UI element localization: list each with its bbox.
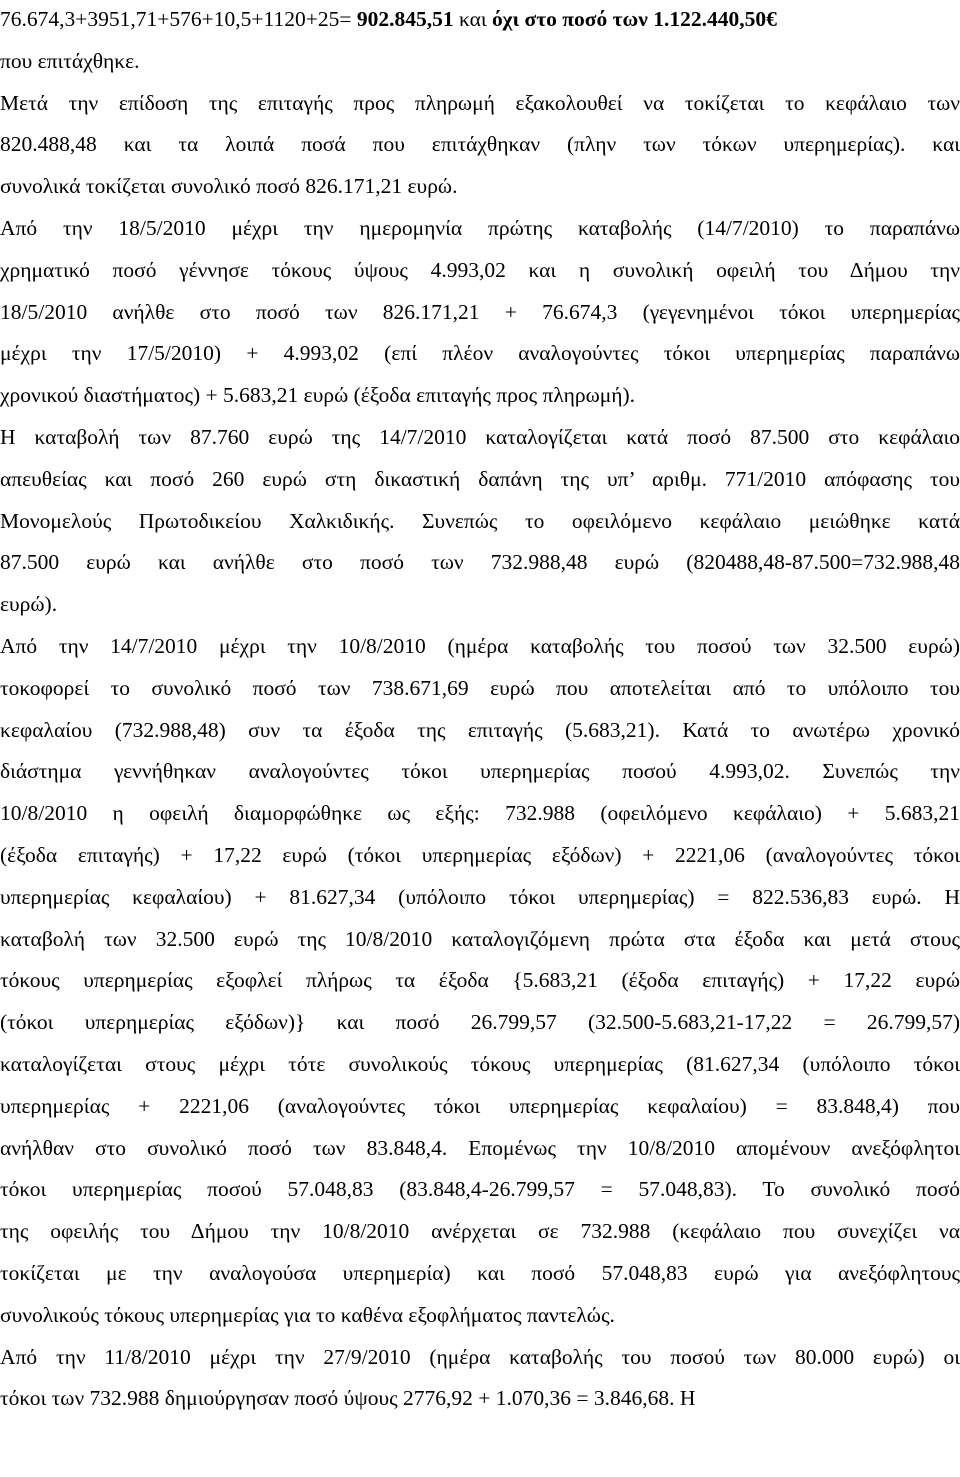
document-line: υπερημερίας κεφαλαίου) + 81.627,34 (υπόλοιπο τόκοι υπερημερίας) = 822.536,83 ευρώ. Η [0, 884, 960, 909]
document-line: απευθείας και ποσό 260 ευρώ στη δικαστική δαπάνη της υπ’ αριθμ. 771/2010 απόφασης του [0, 466, 960, 491]
document-line [0, 2, 960, 36]
document-line: ευρώ). [0, 592, 58, 617]
document-line: τόκοι των 732.988 δημιούργησαν ποσό ύψους 2776,92 + 1.070,36 = 3.846,68. Η [0, 1386, 696, 1411]
document-line: 18/5/2010 ανήλθε στο ποσό των 826.171,21 + 76.674,3 (γεγενημένοι τόκοι υπερημερίας [0, 299, 960, 324]
line-segment: όχι στο ποσό των 1.122.440,50€ [492, 7, 777, 31]
line-segment: και [453, 7, 493, 31]
document-line: κεφαλαίου (732.988,48) συν τα έξοδα της επιταγής (5.683,21). Κατά το ανωτέρω χρονικό [0, 717, 960, 742]
document-line: που επιτάχθηκε. [0, 48, 140, 73]
document-line: συνολικούς τόκους υπερημερίας για το καθένα εξοφλήματος παντελώς. [0, 1302, 615, 1327]
document-line: 10/8/2010 η οφειλή διαμορφώθηκε ως εξής: 732.988 (οφειλόμενο κεφάλαιο) + 5.683,21 [0, 801, 960, 826]
document-line: (τόκοι υπερημερίας εξόδων)} και ποσό 26.799,57 (32.500-5.683,21-17,22 = 26.799,57) [0, 1010, 960, 1035]
document-line: 87.500 ευρώ και ανήλθε στο ποσό των 732.988,48 ευρώ (820488,48-87.500=732.988,48 [0, 550, 960, 575]
document-line: Μονομελούς Πρωτοδικείου Χαλκιδικής. Συνεπώς το οφειλόμενο κεφάλαιο μειώθηκε κατά [0, 508, 960, 533]
document-line: τόκοι υπερημερίας ποσού 57.048,83 (83.848,4-26.799,57 = 57.048,83). Το συνολικό ποσό [0, 1177, 960, 1202]
document-line: χρηματικό ποσό γέννησε τόκους ύψους 4.993,02 και η συνολική οφειλή του Δήμου την [0, 257, 960, 282]
document-line: υπερημερίας + 2221,06 (αναλογούντες τόκοι υπερημερίας κεφαλαίου) = 83.848,4) που [0, 1093, 960, 1118]
document-line: Από την 18/5/2010 μέχρι την ημερομηνία πρώτης καταβολής (14/7/2010) το παραπάνω [0, 216, 960, 240]
line-segment: 902.845,51 [356, 7, 454, 31]
document-line: καταλογίζεται στους μέχρι τότε συνολικούς τόκους υπερημερίας (81.627,34 (υπόλοιπο τόκοι [0, 1052, 960, 1076]
document-line: Μετά την επίδοση της επιταγής προς πληρωμή εξακολουθεί να τοκίζεται το κεφάλαιο των [0, 90, 960, 115]
document-line: τοκοφορεί το συνολικό ποσό των 738.671,69 ευρώ που αποτελείται από το υπόλοιπο του [0, 675, 960, 700]
document-line: διάστημα γεννήθηκαν αναλογούντες τόκοι υπερημερίας ποσού 4.993,02. Συνεπώς την [0, 759, 960, 784]
document-line: συνολικά τοκίζεται συνολικό ποσό 826.171,21 ευρώ. [0, 174, 458, 199]
document-line: (έξοδα επιταγής) + 17,22 ευρώ (τόκοι υπερημερίας εξόδων) + 2221,06 (αναλογούντες τόκοι [0, 843, 960, 867]
document-line: χρονικού διαστήματος) + 5.683,21 ευρώ (έξοδα επιταγής προς πληρωμή). [0, 383, 636, 408]
document-line: ανήλθαν στο συνολικό ποσό των 83.848,4. Επομένως την 10/8/2010 απομένουν ανεξόφλητοι [0, 1135, 960, 1160]
document-line: 820.488,48 και τα λοιπά ποσά που επιτάχθηκαν (πλην των τόκων υπερημερίας). και [0, 132, 960, 157]
document-line: μέχρι την 17/5/2010) + 4.993,02 (επί πλέον αναλογούντες τόκοι υπερημερίας παραπάνω [0, 341, 960, 366]
document-line: Η καταβολή των 87.760 ευρώ της 14/7/2010 καταλογίζεται κατά ποσό 87.500 στο κεφάλαιο [0, 425, 960, 449]
document-line: τοκίζεται με την αναλογούσα υπερημερία) και ποσό 57.048,83 ευρώ για ανεξόφλητους [0, 1261, 960, 1285]
document-line: τόκους υπερημερίας εξοφλεί πλήρως τα έξοδα {5.683,21 (έξοδα επιταγής) + 17,22 ευρώ [0, 968, 960, 993]
document-line: καταβολή των 32.500 ευρώ της 10/8/2010 καταλογιζόμενη πρώτα στα έξοδα και μετά στους [0, 926, 960, 951]
line-segment: 76.674,3+3951,71+576+10,5+1120+25= [0, 7, 357, 31]
document-line: Από την 14/7/2010 μέχρι την 10/8/2010 (ημέρα καταβολής του ποσού των 32.500 ευρώ) [0, 634, 960, 658]
document-line: Από την 11/8/2010 μέχρι την 27/9/2010 (ημέρα καταβολής του ποσού των 80.000 ευρώ) οι [0, 1344, 960, 1369]
document-line: της οφειλής του Δήμου την 10/8/2010 ανέρχεται σε 732.988 (κεφάλαιο που συνεχίζει να [0, 1219, 960, 1244]
